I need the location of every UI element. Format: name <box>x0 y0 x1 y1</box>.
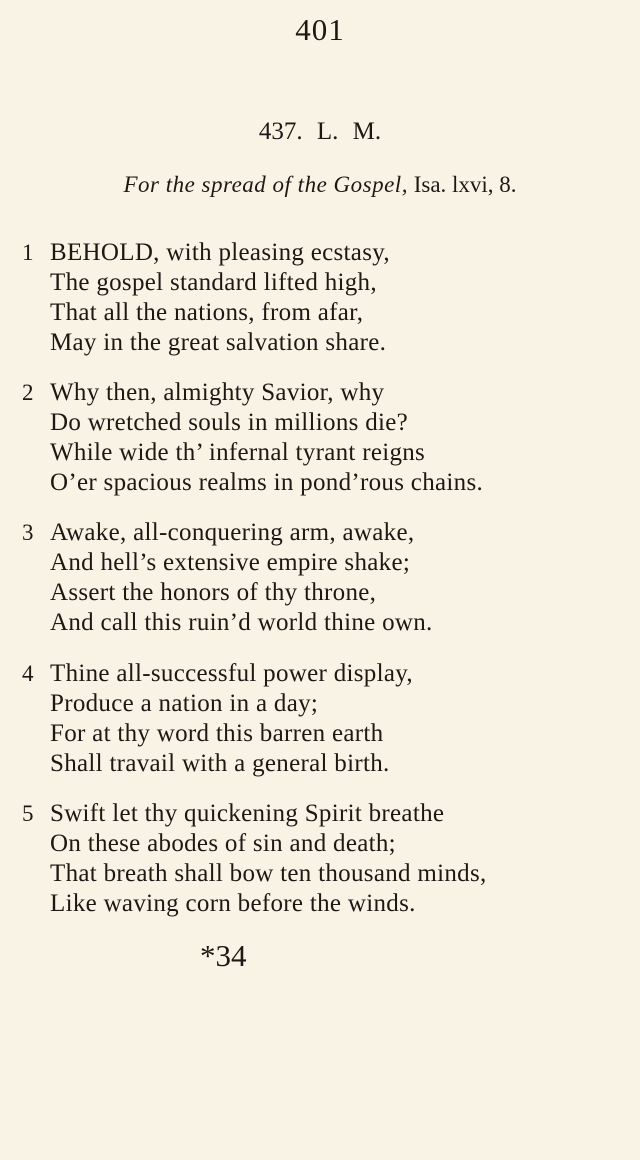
verse-line: Awake, all-conquering arm, awake, <box>50 519 415 546</box>
stanza-4 <box>20 659 620 779</box>
stanza-number: 5 <box>22 801 34 826</box>
verse-line: Why then, almighty Savior, why <box>50 379 385 406</box>
verse-line: Like waving corn before the winds. <box>50 890 416 917</box>
verse-line: O’er spacious realms in pond’rous chains. <box>50 469 484 496</box>
hymn-header <box>0 118 640 146</box>
subtitle-topic: For the spread of the Gospel, <box>123 172 408 197</box>
signature-mark: *34 <box>200 938 247 973</box>
stanza-number: 4 <box>22 661 34 686</box>
stanza-1 <box>20 238 620 358</box>
verse-line: And call this ruin’d world thine own. <box>50 609 433 636</box>
stanza-number: 1 <box>22 240 34 265</box>
page-number: 401 <box>295 12 345 47</box>
verse-line: While wide th’ infernal tyrant reigns <box>50 439 426 466</box>
verse-line: Produce a nation in a day; <box>50 690 319 717</box>
verse-line: On these abodes of sin and death; <box>50 830 396 857</box>
hymn-subtitle <box>0 172 640 198</box>
stanza-2 <box>20 378 620 498</box>
verse-line: Thine all-successful power display, <box>50 660 413 687</box>
hymn-meter: L. M. <box>316 118 382 145</box>
verse-line: The gospel standard lifted high, <box>50 269 377 296</box>
verse-line: Do wretched souls in millions die? <box>50 409 409 436</box>
verse-line: Shall travail with a general birth. <box>50 750 390 777</box>
verse-line: And hell’s extensive empire shake; <box>50 549 411 576</box>
hymn-number: 437. <box>258 118 303 145</box>
verse-line: May in the great salvation share. <box>50 329 387 356</box>
verse-line: That breath shall bow ten thousand minds, <box>50 860 487 887</box>
stanza-number: 2 <box>22 380 34 405</box>
verse-line: Assert the honors of thy throne, <box>50 579 377 606</box>
subtitle-reference: Isa. lxvi, 8. <box>413 172 517 197</box>
verse-line: Swift let thy quickening Spirit breathe <box>50 800 445 827</box>
verse-line: That all the nations, from afar, <box>50 299 364 326</box>
stanza-number: 3 <box>22 520 34 545</box>
stanza-3 <box>20 518 620 638</box>
verse-line: For at thy word this barren earth <box>50 720 384 747</box>
verse-line: BEHOLD, with pleasing ecstasy, <box>50 239 390 266</box>
stanza-5 <box>20 799 620 919</box>
